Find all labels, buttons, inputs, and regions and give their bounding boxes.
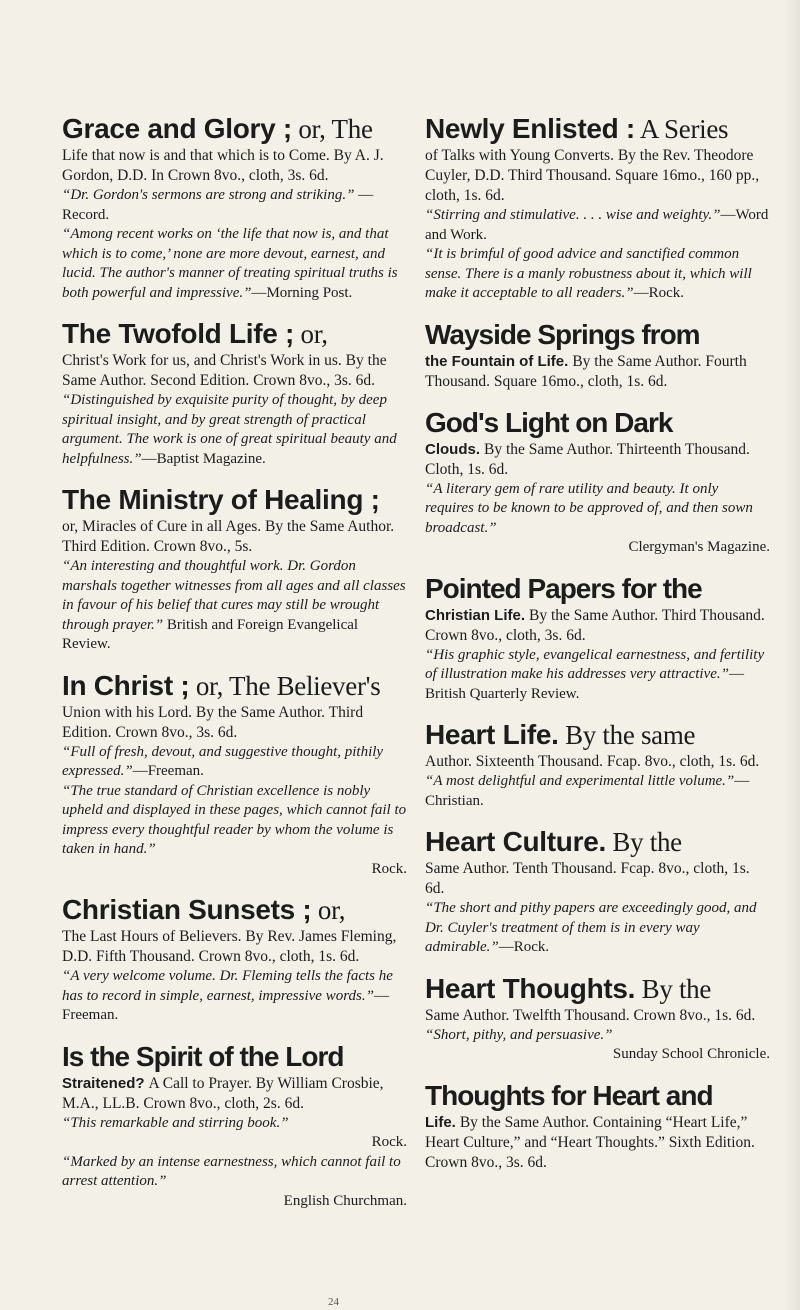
book-title-continued: or, (311, 895, 346, 925)
review-quote-block (62, 1153, 407, 1212)
book-title-continued: By the same (558, 720, 696, 750)
book-entry (425, 1079, 770, 1173)
review-source: Rock. (371, 860, 407, 877)
review-quote: “The short and pithy papers are exceedingly good, and Dr. Cuyler's treatment of them is in every way admirable.” (425, 900, 757, 955)
review-quote-block (425, 245, 770, 304)
book-description-line (62, 351, 407, 391)
review-source: Sunday School Chronicle. (612, 1046, 770, 1062)
book-title-main: Newly Enlisted : (425, 113, 635, 144)
book-description-line (425, 1006, 770, 1026)
book-title (62, 483, 407, 517)
book-entry (62, 112, 407, 303)
review-quote-block (425, 899, 770, 958)
book-description: Same Author. Tenth Thousand. Fcap. 8vo., cloth, 1s. 6d. (425, 860, 750, 897)
book-title (425, 718, 770, 752)
review-quote: “Stirring and stimulative. . . . wise and weighty.” (425, 207, 721, 223)
book-title (62, 669, 407, 703)
book-title (62, 893, 407, 927)
review-quote: “This remarkable and stirring book.” (62, 1114, 289, 1131)
book-title (425, 1079, 770, 1113)
review-quote: “A very welcome volume. Dr. Fleming tells the facts he has to record in simple, earnest, impressive words.” (62, 968, 393, 1004)
book-entry (62, 483, 407, 655)
book-description: By the Same Author. Thirteenth Thousand. Cloth, 1s. 6d. (425, 440, 750, 478)
book-title-main: The Ministry of Healing ; (62, 484, 380, 515)
book-description-line (425, 1113, 770, 1173)
left-column (62, 112, 407, 1225)
book-description-line (62, 703, 407, 743)
book-description-line (425, 606, 770, 646)
book-entry (425, 112, 770, 304)
book-entry (425, 718, 770, 811)
review-source: —Rock. (498, 939, 550, 955)
review-source: —Freeman. (132, 763, 204, 779)
review-source: Rock. (371, 1134, 407, 1150)
book-entry (62, 1040, 407, 1212)
book-description: A Call to Prayer. By William Crosbie, M.A., LL.B. Crown 8vo., cloth, 2s. 6d. (62, 1074, 384, 1112)
review-source: —Word and Work. (425, 207, 769, 243)
review-quote: “Marked by an intense earnestness, which cannot fail to arrest attention.” (62, 1153, 401, 1189)
book-title-main: Pointed Papers for the (425, 572, 702, 604)
review-quote-block (62, 1114, 407, 1153)
review-quote-block (425, 206, 770, 245)
review-quote: “An interesting and thoughtful work. Dr. Gordon marshals together witnesses from all ages and all classes in favour of his belief that cures may still be wrought through prayer.” (62, 558, 406, 633)
review-quote: “A literary gem of rare utility and beauty. It only requires to be known to be approved of, and then sown broadcast.” (425, 480, 753, 536)
book-title-main: Thoughts for Heart and (425, 1079, 713, 1111)
book-title-continued: Clouds. (425, 440, 480, 458)
book-description: or, Miracles of Cure in all Ages. By the Same Author. Third Edition. Crown 8vo., 5s. (62, 518, 395, 555)
book-description-line (425, 859, 770, 899)
book-description: of Talks with Young Converts. By the Rev. Theodore Cuyler, D.D. Third Thousand. Square 16mo., 160 pp., cloth, 1s. 6d. (425, 147, 760, 204)
book-title-continued: By the (635, 973, 712, 1004)
review-quote-block (425, 480, 770, 558)
book-title-continued: or, The Believer's (189, 670, 381, 701)
book-description: Author. Sixteenth Thousand. Fcap. 8vo., cloth, 1s. 6d. (425, 753, 760, 770)
review-quote: “Dr. Gordon's sermons are strong and striking.” (62, 187, 355, 203)
review-quote: “The true standard of Christian excellence is nobly upheld and displayed in these pages, which cannot fail to impress every thoughtful reader by whom the volume is taken in hand.” (62, 782, 407, 857)
book-entry (425, 406, 770, 558)
book-title-continued: Straitened? (62, 1074, 145, 1092)
book-entry (425, 972, 770, 1065)
book-title-continued: or, (294, 319, 328, 349)
review-quote-block (62, 743, 407, 782)
book-entry (62, 669, 407, 880)
review-quote-block (425, 1026, 770, 1065)
book-title-continued: By the (605, 827, 682, 857)
review-quote-block (425, 646, 770, 705)
review-source: —British Quarterly Review. (425, 666, 744, 702)
book-description-line (62, 927, 407, 967)
book-description-line (425, 752, 770, 772)
review-quote: “It is brimful of good advice and sanctified common sense. There is a manly robustness about it, which will make it acceptable to all readers.” (425, 246, 752, 301)
page-number: 24 (328, 1296, 339, 1308)
book-title-continued: Christian Life. (425, 606, 526, 624)
review-quote-block (425, 772, 770, 811)
book-description-line (62, 517, 407, 557)
review-quote-block (62, 967, 407, 1026)
review-quote: “His graphic style, evangelical earnestness, and fertility of illustration make his addresses very attractive.” (425, 646, 765, 682)
book-title-continued: Life. (425, 1113, 456, 1131)
book-description: By the Same Author. Third Thousand. Crown 8vo., cloth, 3s. 6d. (425, 606, 765, 644)
book-entry (425, 318, 770, 392)
review-quote-block (62, 557, 407, 655)
review-source: —Christian. (425, 773, 750, 809)
book-entry (62, 317, 407, 469)
review-quote: “Full of fresh, devout, and suggestive thought, pithily expressed.” (62, 743, 384, 779)
review-source: —Freeman. (62, 987, 389, 1023)
book-entry (425, 572, 770, 705)
book-description: Union with his Lord. By the Same Author. Third Edition. Crown 8vo., 3s. 6d. (62, 703, 364, 741)
review-source: Clergyman's Magazine. (628, 539, 770, 555)
book-title (62, 1040, 407, 1074)
review-quote: “Distinguished by exquisite purity of thought, by deep spiritual insight, and by great strength of practical argument. The work is one of great spiritual beauty and helpfulness.” (62, 392, 397, 467)
book-title-main: Wayside Springs from (425, 318, 700, 350)
book-title-main: God's Light on Dark (425, 406, 673, 438)
review-source: —Rock. (633, 285, 684, 301)
book-title (62, 317, 407, 351)
book-title (425, 406, 770, 440)
book-title-main: Heart Thoughts. (425, 972, 636, 1004)
book-title-main: Heart Culture. (425, 826, 606, 857)
book-title (425, 318, 770, 352)
right-column (425, 112, 770, 1187)
book-description-line (425, 440, 770, 480)
book-title (425, 825, 770, 859)
review-quote: “Among recent works on ‘the life that now is, and that which is to come,’ none are more devout, earnest, and lucid. The author's manner of treating spiritual truths is both powerful and impressive.” (62, 226, 398, 301)
book-description: By the Same Author. Fourth Thousand. Square 16mo., cloth, 1s. 6d. (425, 352, 747, 390)
review-quote: “A most delightful and experimental little volume.” (425, 773, 735, 789)
book-title-main: Heart Life. (425, 719, 559, 750)
book-description: The Last Hours of Believers. By Rev. James Fleming, D.D. Fifth Thousand. Crown 8vo., cloth, 1s. 6d. (62, 928, 397, 965)
book-description-line (62, 146, 407, 186)
book-title (425, 112, 770, 146)
book-description: Same Author. Twelfth Thousand. Crown 8vo., 1s. 6d. (425, 1006, 756, 1024)
review-quote-block (62, 225, 407, 303)
book-entry (425, 825, 770, 958)
review-quote-block (62, 391, 407, 469)
book-title-continued: A Series (634, 114, 729, 144)
book-title-continued: the Fountain of Life. (425, 352, 569, 370)
book-description-line (62, 1074, 407, 1114)
review-source: English Churchman. (283, 1192, 407, 1209)
review-quote: “Short, pithy, and persuasive.” (425, 1026, 613, 1043)
book-title-main: Christian Sunsets ; (62, 894, 312, 925)
book-title-continued: or, The (291, 114, 373, 144)
book-description: Life that now is and that which is to Come. By A. J. Gordon, D.D. In Crown 8vo., cloth, 3s. 6d. (62, 147, 384, 184)
review-source: —Morning Post. (251, 284, 353, 301)
book-title-main: Grace and Glory ; (62, 113, 292, 144)
book-title-main: The Twofold Life ; (62, 318, 295, 349)
book-entry (62, 893, 407, 1026)
book-title (425, 572, 770, 606)
book-title-main: In Christ ; (62, 669, 190, 701)
book-title (425, 972, 770, 1006)
book-description: By the Same Author. Containing “Heart Life,” Heart Culture,” and “Heart Thoughts.” Sixth Edition. Crown 8vo., 3s. 6d. (425, 1113, 755, 1171)
book-title (62, 112, 407, 146)
page-edge-shadow (784, 0, 800, 1310)
review-source: —Baptist Magazine. (141, 450, 266, 467)
review-source: — Record. (62, 187, 374, 223)
book-description-line (425, 352, 770, 392)
book-description: Christ's Work for us, and Christ's Work in us. By the Same Author. Second Edition. Crown 8vo., 3s. 6d. (62, 352, 387, 389)
review-quote-block (62, 782, 407, 880)
review-source: British and Foreign Evangelical Review. (62, 616, 359, 652)
review-quote-block (62, 186, 407, 225)
book-title-main: Is the Spirit of the Lord (62, 1040, 344, 1072)
book-description-line (425, 146, 770, 206)
